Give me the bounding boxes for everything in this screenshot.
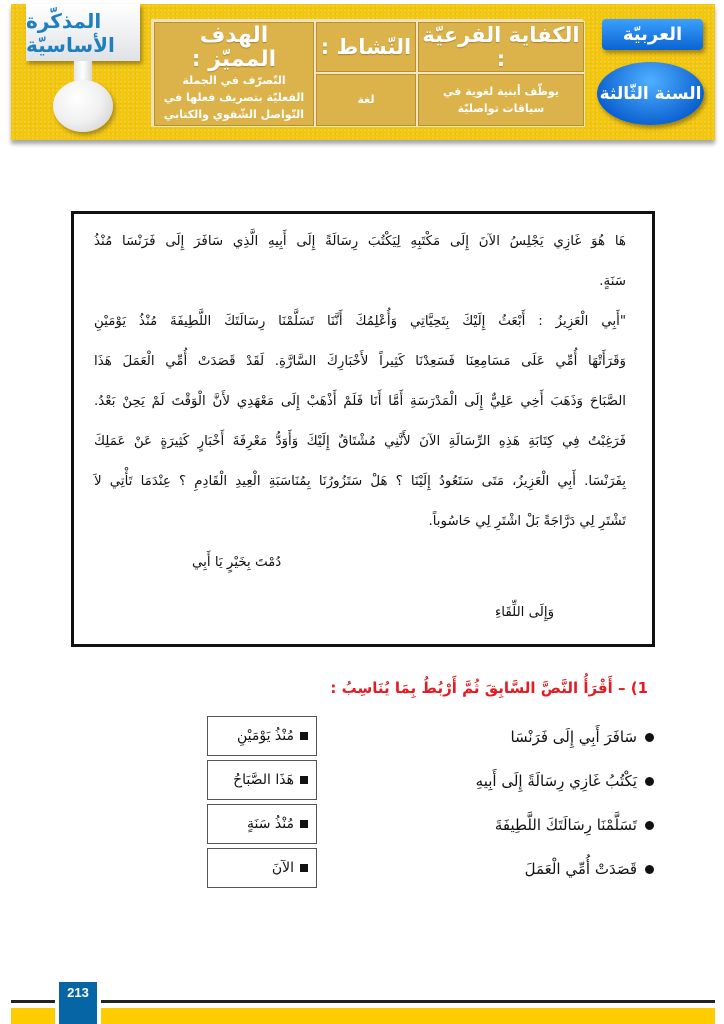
logo-label (26, 4, 140, 61)
square-bullet-icon (300, 776, 308, 784)
goal-title: الهدف المميّز : (191, 23, 277, 73)
header-banner (11, 4, 715, 140)
footer-rule (11, 1000, 715, 1003)
bullet-icon (645, 865, 654, 874)
answer-text: مُنْذُ يَوْمَيْنِ (236, 728, 294, 744)
activity-title: النّشاط : (315, 21, 417, 73)
competency-column (417, 21, 585, 127)
matching-left-column (476, 715, 654, 891)
square-bullet-icon (300, 864, 308, 872)
passage-line: وَقَرَأَتْهَا أُمِّي عَلَى مَسَامِعِنَا فَسَعِدْنَا كَثِيراً لأَخْبَارِكَ السَّارَّةِ. لَقَدْ قَصَدَتْ أُمِّي الْعَمَلَ هَذَا (94, 354, 626, 369)
passage-line: سَنَةٍ. (599, 274, 626, 289)
answer-box[interactable] (207, 760, 317, 800)
subject-badge (602, 19, 703, 50)
match-item[interactable] (476, 803, 654, 847)
passage-line: الصَّبَاحَ وَذَهَبَ أَخِي عَلِيٌّ إِلَى الْمَدْرَسَةِ أَمَّا أَنَا فَلَمْ أَذْهَبْ إِلَى مَعْهَدِي لأَنَّ الْوَقْتَ لَمْ يَحِنْ بَعْدُ. (94, 394, 626, 409)
passage-line: "أَبِي الْعَزِيزُ : أَبْعَثُ إِلَيْكَ بِتَحِيَّاتِي وَأُعْلِمُكَ أَنَّنَا تَسَلَّمْنَا رِسَالَتَكَ اللَّطِيفَةَ مُنْذُ يَوْمَيْنِ (94, 314, 626, 329)
exercise-instruction: 1) – أَقْرَأُ النَّصَّ السَّابِقَ ثُمَّ أَرْبُطُ بِمَا يُنَاسِبُ : (330, 679, 648, 697)
activity-column (315, 21, 417, 127)
answer-text: الآنَ (271, 860, 294, 876)
reading-passage-box (71, 211, 655, 647)
lesson-info-grid (151, 19, 583, 127)
passage-line: فَرَغِبْتُ فِي كِتَابَةِ هَذِهِ الرِّسَالَةِ الآنَ لأَنَّنِي مُشْتَاقٌ إِلَيْكَ وَأَوَدُّ مَعْرِفَةَ أَخْبَارٍ كَثِيرَةٍ عَنْ عَمَلِكَ (94, 434, 626, 449)
answer-text: مُنْذُ سَنَةٍ (247, 816, 294, 832)
match-item-text: سَافَرَ أَبِي إِلَى فَرَنْسَا (510, 728, 637, 746)
answer-box[interactable] (207, 804, 317, 844)
passage-line: هَا هُوَ غَازِي يَجْلِسُ الآنَ إِلَى مَكْتَبِهِ لِيَكْتُبَ رِسَالَةً إِلَى أَبِيهِ الَّذِي سَافَرَ إِلَى فَرَنْسَا مُنْذُ (94, 234, 626, 249)
competency-title: الكفاية الفرعيّة : (417, 21, 585, 73)
goal-cell (153, 21, 315, 127)
letter-closing: دُمْتَ بِخَيْرٍ يَا أَبِي (192, 555, 282, 570)
answer-text: هَذَا الصَّبَاحُ (233, 772, 294, 788)
subject-label: العربيّة (622, 24, 683, 45)
letter-farewell: وَإِلَى اللِّقَاءِ (495, 605, 555, 620)
activity-value: لغة (315, 73, 417, 127)
page-number-tab (55, 982, 101, 1024)
logo-ball-decoration (53, 80, 113, 132)
footer-bar (11, 1008, 715, 1024)
grade-badge (597, 62, 704, 125)
match-item[interactable] (476, 715, 654, 759)
answer-box[interactable] (207, 848, 317, 888)
match-item[interactable] (476, 847, 654, 891)
square-bullet-icon (300, 820, 308, 828)
bullet-icon (645, 821, 654, 830)
passage-line: تَشْتَرِ لِي دَرَّاجَةً بَلْ اشْتَرِ لِي حَاسُوباً. (428, 514, 626, 529)
match-item-text: تَسَلَّمْنَا رِسَالَتَكَ اللَّطِيفَةَ (494, 816, 637, 834)
page-number: 213 (67, 985, 89, 1000)
bullet-icon (645, 733, 654, 742)
answer-box[interactable] (207, 716, 317, 756)
competency-value: يوظّف أبنية لغوية في سياقات تواصليّة (417, 73, 585, 127)
grade-label: السنة الثّالثة (599, 83, 702, 104)
logo-text: المذكّرة الأساسيّة (26, 8, 115, 57)
passage-line: بِفَرَنْسَا. أَبِي الْعَزِيزُ، مَتَى سَتَعُودُ إِلَيْنَا ؟ هَلْ سَتَزُورُنَا بِمُنَاسَبَةِ الْعِيدِ الْقَادِمِ ؟ عِنْدَمَا تَأْتِي لاَ (94, 474, 626, 489)
matching-right-column (207, 716, 317, 892)
bullet-icon (645, 777, 654, 786)
square-bullet-icon (300, 732, 308, 740)
match-item-text: يَكْتُبُ غَازِي رِسَالَةً إِلَى أَبِيهِ (475, 772, 637, 790)
match-item[interactable] (476, 759, 654, 803)
goal-body: التّصرّف في الجملة الفعليّة بتصريف فعلها في التّواصل الشّفوي والكتابي (163, 74, 305, 122)
match-item-text: قَصَدَتْ أُمِّي الْعَمَلَ (524, 860, 637, 878)
